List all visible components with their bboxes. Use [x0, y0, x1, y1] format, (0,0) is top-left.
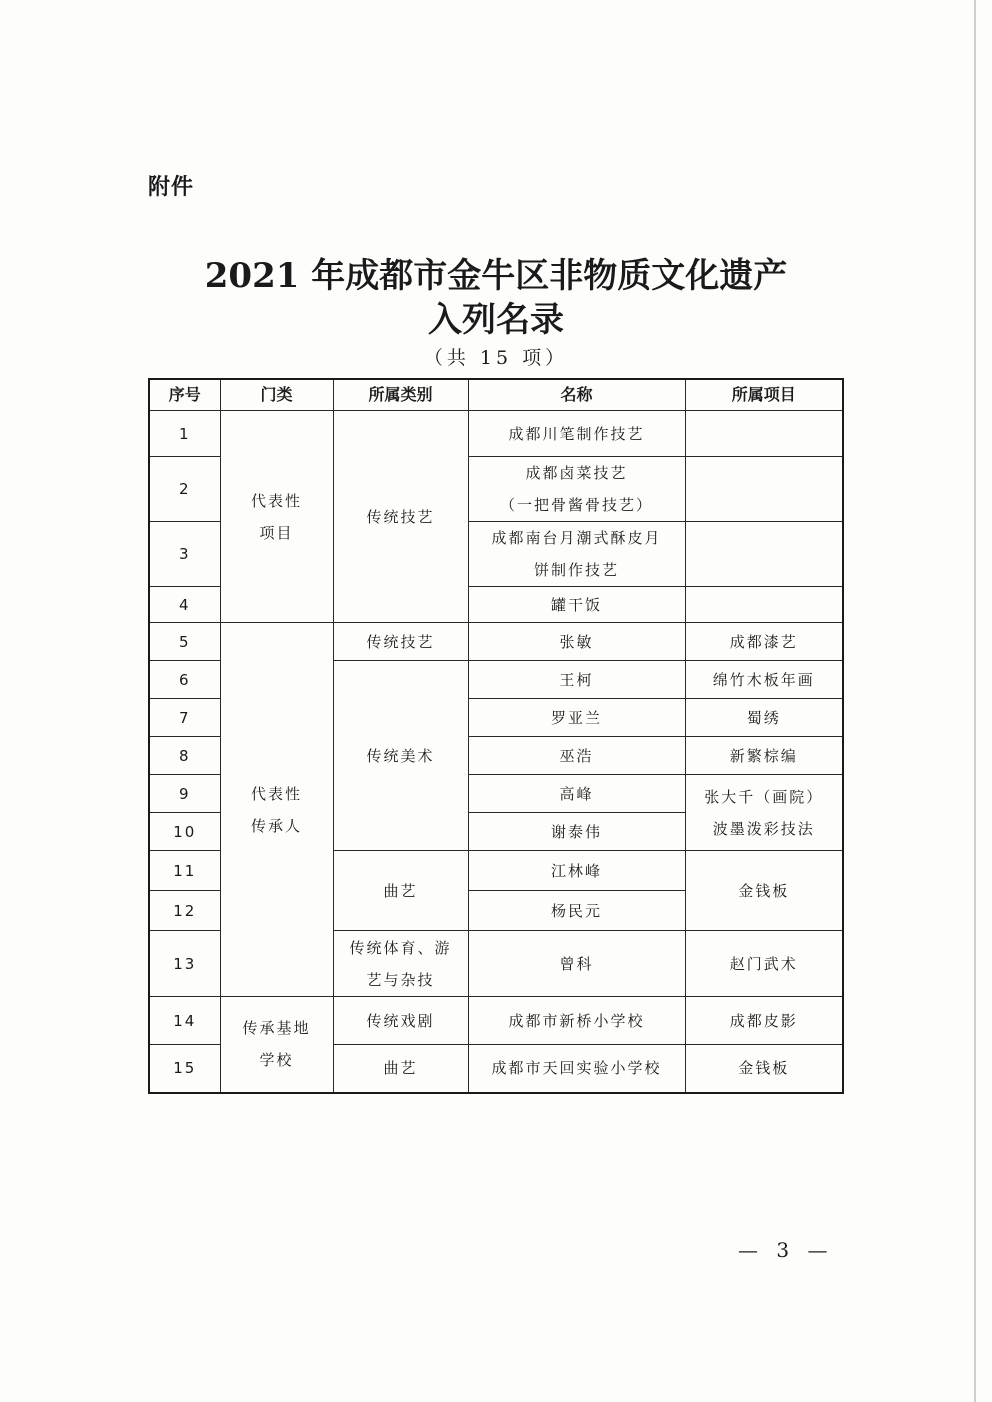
subcategory-cell: 传统戏剧	[333, 997, 468, 1045]
project-cell: 张大千（画院） 波墨泼彩技法	[685, 775, 843, 851]
category-cell: 代表性 项目	[220, 411, 333, 623]
table-row	[149, 623, 843, 661]
project-cell: 绵竹木板年画	[685, 661, 843, 699]
project-cell: 金钱板	[685, 1045, 843, 1093]
name-cell: 谢泰伟	[468, 813, 685, 851]
scan-edge-line	[974, 0, 976, 1402]
document-title-line1: 2021 年成都市金牛区非物质文化遗产	[204, 256, 788, 296]
row-number: 12	[149, 891, 220, 931]
subcategory-cell: 传统技艺	[333, 411, 468, 623]
name-cell: 巫浩	[468, 737, 685, 775]
header-project: 所属项目	[685, 379, 843, 411]
row-number: 14	[149, 997, 220, 1045]
row-number: 6	[149, 661, 220, 699]
document-title-line2: 入列名录	[428, 300, 564, 340]
project-cell	[685, 587, 843, 623]
row-number: 3	[149, 522, 220, 587]
page-number: — 3 —	[738, 1238, 834, 1262]
row-number: 15	[149, 1045, 220, 1093]
item-count: （共 15 项）	[423, 347, 569, 369]
row-number: 13	[149, 931, 220, 997]
name-cell: 成都南台月潮式酥皮月 饼制作技艺	[468, 522, 685, 587]
project-cell: 金钱板	[685, 851, 843, 931]
table-header-row	[149, 379, 843, 411]
row-number: 11	[149, 851, 220, 891]
project-cell: 成都漆艺	[685, 623, 843, 661]
row-number: 9	[149, 775, 220, 813]
row-number: 1	[149, 411, 220, 457]
heritage-list-table	[148, 378, 844, 1094]
row-number: 8	[149, 737, 220, 775]
row-number: 4	[149, 587, 220, 623]
project-cell: 新繁棕编	[685, 737, 843, 775]
subcategory-cell: 传统美术	[333, 661, 468, 851]
project-cell: 赵门武术	[685, 931, 843, 997]
name-cell: 成都川笔制作技艺	[468, 411, 685, 457]
attachment-label: 附件	[148, 175, 195, 200]
subcategory-cell: 传统体育、游 艺与杂技	[333, 931, 468, 997]
row-number: 2	[149, 457, 220, 522]
subcategory-cell: 曲艺	[333, 1045, 468, 1093]
name-cell: 江林峰	[468, 851, 685, 891]
subcategory-cell: 传统技艺	[333, 623, 468, 661]
row-number: 10	[149, 813, 220, 851]
row-number: 5	[149, 623, 220, 661]
name-cell: 成都市天回实验小学校	[468, 1045, 685, 1093]
name-cell: 成都市新桥小学校	[468, 997, 685, 1045]
name-cell: 罐干饭	[468, 587, 685, 623]
category-cell: 代表性 传承人	[220, 623, 333, 997]
project-cell: 蜀绣	[685, 699, 843, 737]
header-name: 名称	[468, 379, 685, 411]
name-cell: 王柯	[468, 661, 685, 699]
name-cell: 张敏	[468, 623, 685, 661]
row-number: 7	[149, 699, 220, 737]
project-cell	[685, 522, 843, 587]
name-cell: 罗亚兰	[468, 699, 685, 737]
table-row	[149, 411, 843, 457]
subcategory-cell: 曲艺	[333, 851, 468, 931]
project-cell	[685, 457, 843, 522]
category-cell: 传承基地 学校	[220, 997, 333, 1093]
header-subcategory: 所属类别	[333, 379, 468, 411]
name-cell: 成都卤菜技艺 （一把骨酱骨技艺）	[468, 457, 685, 522]
name-cell: 杨民元	[468, 891, 685, 931]
table-row	[149, 997, 843, 1045]
header-category: 门类	[220, 379, 333, 411]
project-cell	[685, 411, 843, 457]
name-cell: 曾科	[468, 931, 685, 997]
name-cell: 高峰	[468, 775, 685, 813]
header-seq: 序号	[149, 379, 220, 411]
project-cell: 成都皮影	[685, 997, 843, 1045]
